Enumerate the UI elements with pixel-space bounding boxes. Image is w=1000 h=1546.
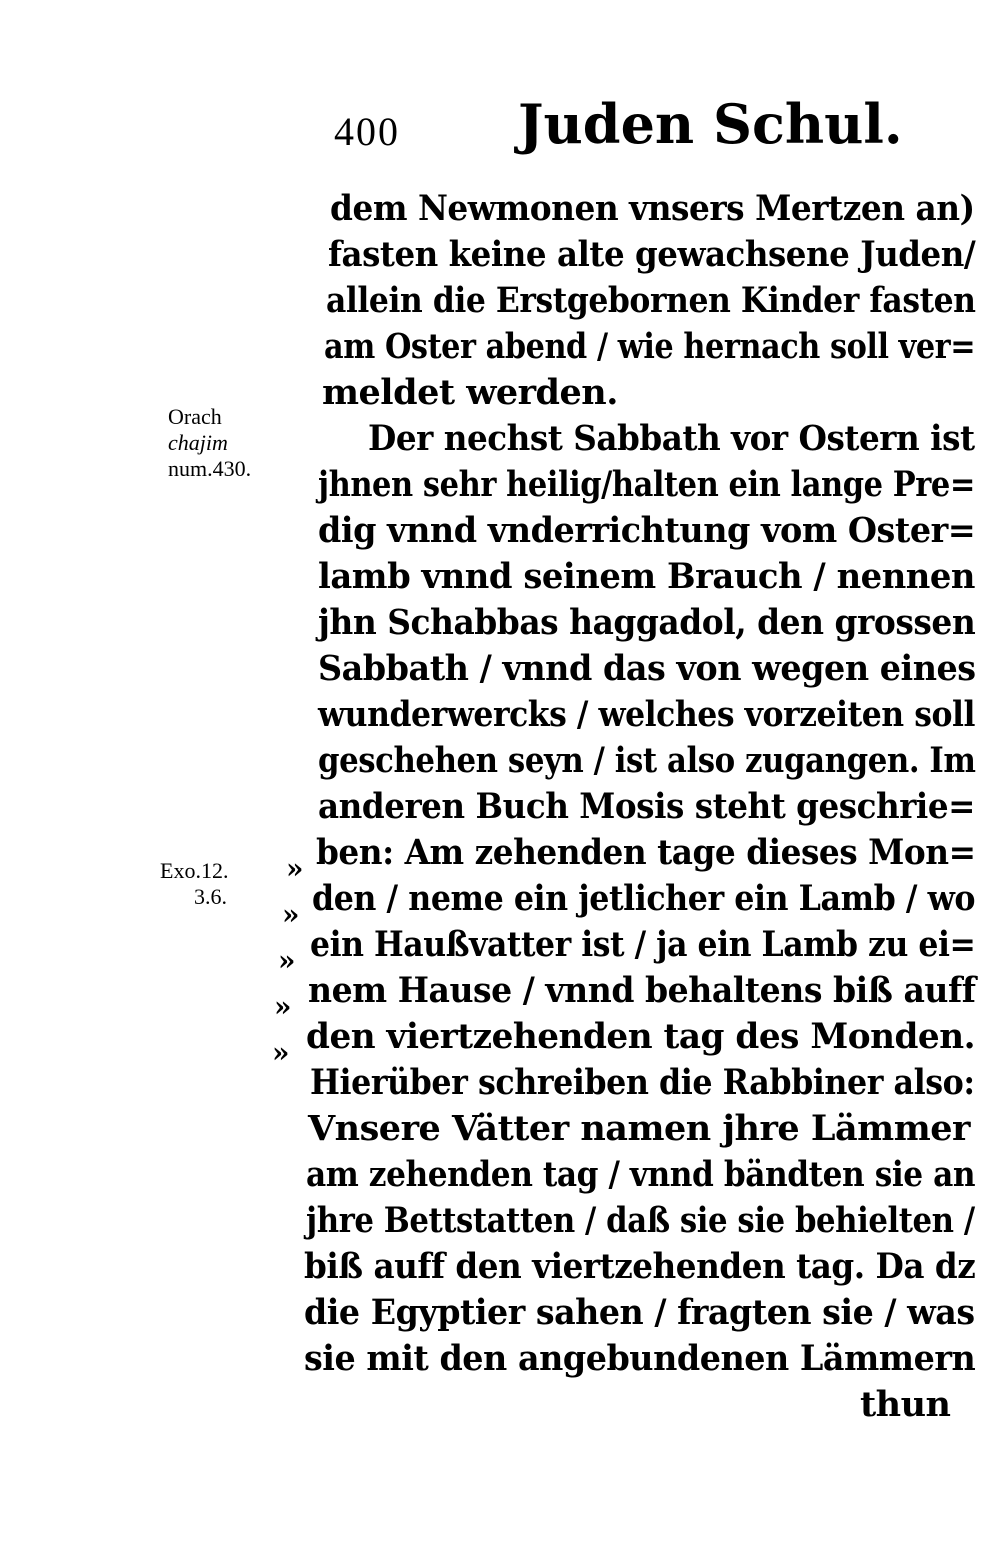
text-line: Vnsere Vätter namen jhre Lämmer bbox=[308, 1108, 970, 1149]
text-line: lamb vnnd seinem Brauch / nennen bbox=[318, 556, 976, 597]
running-head bbox=[318, 92, 903, 162]
quote-mark: » bbox=[278, 944, 296, 977]
marginal-note-exodus bbox=[160, 858, 228, 910]
text-line: den viertzehenden tag des Monden. bbox=[306, 1016, 976, 1057]
text-line: die Egyptier sahen / fragten sie / was bbox=[304, 1292, 975, 1333]
marginal-line: Exo.12. bbox=[160, 858, 229, 883]
text-line: fasten keine alte gewachsene Juden/ bbox=[328, 234, 976, 275]
text-line: jhre Bettstatten / daß sie sie behielten / bbox=[306, 1200, 975, 1241]
page-number: 400 bbox=[334, 109, 400, 154]
text-line: allein die Erstgebornen Kinder fasten bbox=[326, 280, 976, 321]
quote-mark: » bbox=[286, 852, 304, 885]
catchword: thun bbox=[860, 1384, 951, 1425]
quote-mark: » bbox=[282, 898, 300, 931]
text-line: jhn Schabbas haggadol, den grossen bbox=[318, 602, 976, 643]
text-line: Hierüber schreiben die Rabbiner also: bbox=[310, 1062, 975, 1103]
text-line: Der nechst Sabbath vor Ostern ist bbox=[368, 418, 975, 459]
text-line: sie mit den angebundenen Lämmern bbox=[304, 1338, 976, 1379]
running-title: Juden Schul. bbox=[518, 92, 903, 156]
text-line: nem Hause / vnnd behaltens biß auff bbox=[308, 970, 976, 1011]
text-line: Sabbath / vnnd das von wegen eines bbox=[318, 648, 976, 689]
marginal-note-orach-chajim bbox=[168, 404, 251, 482]
text-line: jhnen sehr heilig/halten ein lange Pre= bbox=[318, 464, 975, 505]
text-line: den / neme ein jetlicher ein Lamb / wo bbox=[312, 878, 976, 919]
text-line: dem Newmonen vnsers Mertzen an) bbox=[330, 188, 975, 229]
quote-mark: » bbox=[272, 1036, 290, 1069]
text-line: biß auff den viertzehenden tag. Da dz bbox=[304, 1246, 976, 1287]
text-line: geschehen seyn / ist also zugangen. Im bbox=[318, 740, 976, 781]
text-line: ein Haußvatter ist / ja ein Lamb zu ei= bbox=[310, 924, 976, 965]
marginal-line: Orach bbox=[168, 404, 222, 429]
quote-mark: » bbox=[274, 990, 292, 1023]
text-line: ben: Am zehenden tage dieses Mon= bbox=[316, 832, 976, 873]
marginal-line: chajim bbox=[168, 430, 228, 455]
marginal-line: num.430. bbox=[168, 456, 252, 481]
marginal-line: 3.6. bbox=[194, 884, 227, 909]
text-line: meldet werden. bbox=[322, 372, 618, 413]
text-line: am Oster abend / wie hernach soll ver= bbox=[324, 326, 976, 367]
text-line: am zehenden tag / vnnd bändten sie an bbox=[306, 1154, 976, 1195]
text-line: wunderwercks / welches vorzeiten soll bbox=[318, 694, 976, 735]
text-line: anderen Buch Mosis steht geschrie= bbox=[318, 786, 975, 827]
text-line: dig vnnd vnderrichtung vom Oster= bbox=[318, 510, 976, 551]
